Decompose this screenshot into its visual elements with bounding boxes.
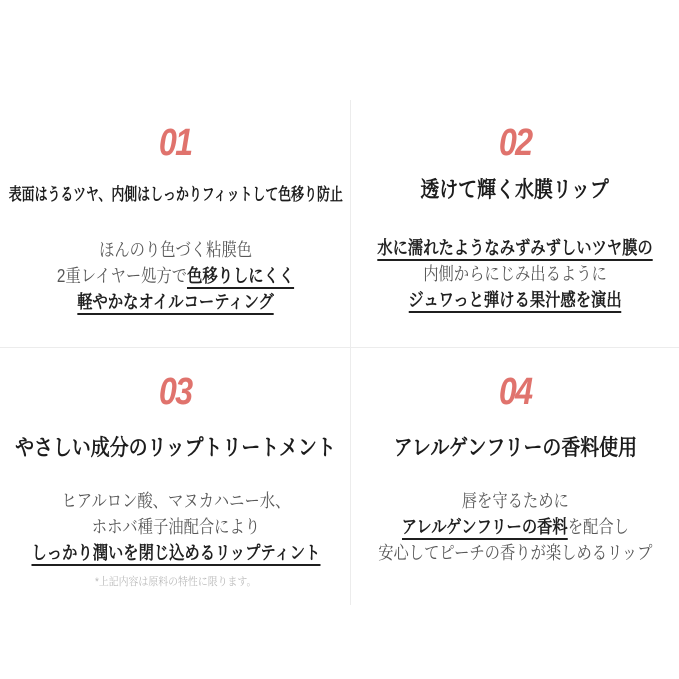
body-text-segment-emphasized: 色移りしにくく (187, 266, 294, 289)
body-text-segment: ほんのり色づく粘膜色 (99, 240, 252, 261)
body-line (378, 540, 652, 566)
body-line (378, 488, 652, 514)
body-line (377, 287, 652, 313)
body-line (57, 237, 294, 263)
body-text-segment: ヒアルロン酸、マヌカハニー水、 (61, 491, 290, 512)
body-line (57, 263, 294, 289)
body-text-segment: 内側からにじみ出るように (423, 264, 607, 285)
section-body (6, 488, 346, 566)
section-heading: アレルゲンフリーの香料使用 (393, 435, 637, 460)
body-text-segment: 唇を守るために (461, 491, 569, 512)
body-line (57, 289, 294, 315)
body-line (31, 488, 320, 514)
body-text-segment: 安心してピーチの香りが楽しめるリップ (377, 543, 653, 564)
section-number: 04 (498, 371, 532, 413)
body-text-segment-emphasized: ジュワっと弾ける果汁感を演出 (408, 290, 621, 313)
feature-section-02 (351, 0, 679, 347)
body-text-segment-emphasized: 水に濡れたようなみずみずしいツヤ膜の (377, 238, 652, 261)
body-line (31, 540, 320, 566)
section-heading: 透けて輝く水膜リップ (420, 177, 610, 202)
body-text-segment: を配合し (567, 517, 629, 538)
body-line (377, 261, 652, 287)
body-line (31, 514, 320, 540)
body-text-segment-emphasized: アレルゲンフリーの香料 (401, 517, 567, 540)
footnote: *上記内容は原料の特性に限ります。 (94, 576, 257, 589)
section-number: 03 (159, 371, 192, 413)
body-text-segment-emphasized: 軽やかなオイルコーティング (77, 292, 274, 315)
feature-section-03 (0, 347, 351, 679)
section-heading: 表面はうるツヤ、内側はしっかりフィットして色移り防止 (8, 185, 343, 204)
body-text-segment: ホホバ種子油配合により (91, 517, 260, 538)
section-number: 01 (159, 122, 192, 164)
section-heading: やさしい成分のリップトリートメント (15, 435, 336, 460)
section-number: 02 (498, 122, 532, 164)
body-text-segment: 2重レイヤー処方で (56, 266, 188, 287)
section-body (36, 237, 315, 315)
feature-section-01 (0, 0, 351, 347)
feature-section-04 (351, 347, 679, 679)
body-text-segment-emphasized: しっかり潤いを閉じ込めるリップティント (31, 543, 320, 566)
section-body (354, 488, 677, 566)
body-line (377, 235, 652, 261)
body-line (378, 514, 652, 540)
section-body (353, 235, 677, 313)
